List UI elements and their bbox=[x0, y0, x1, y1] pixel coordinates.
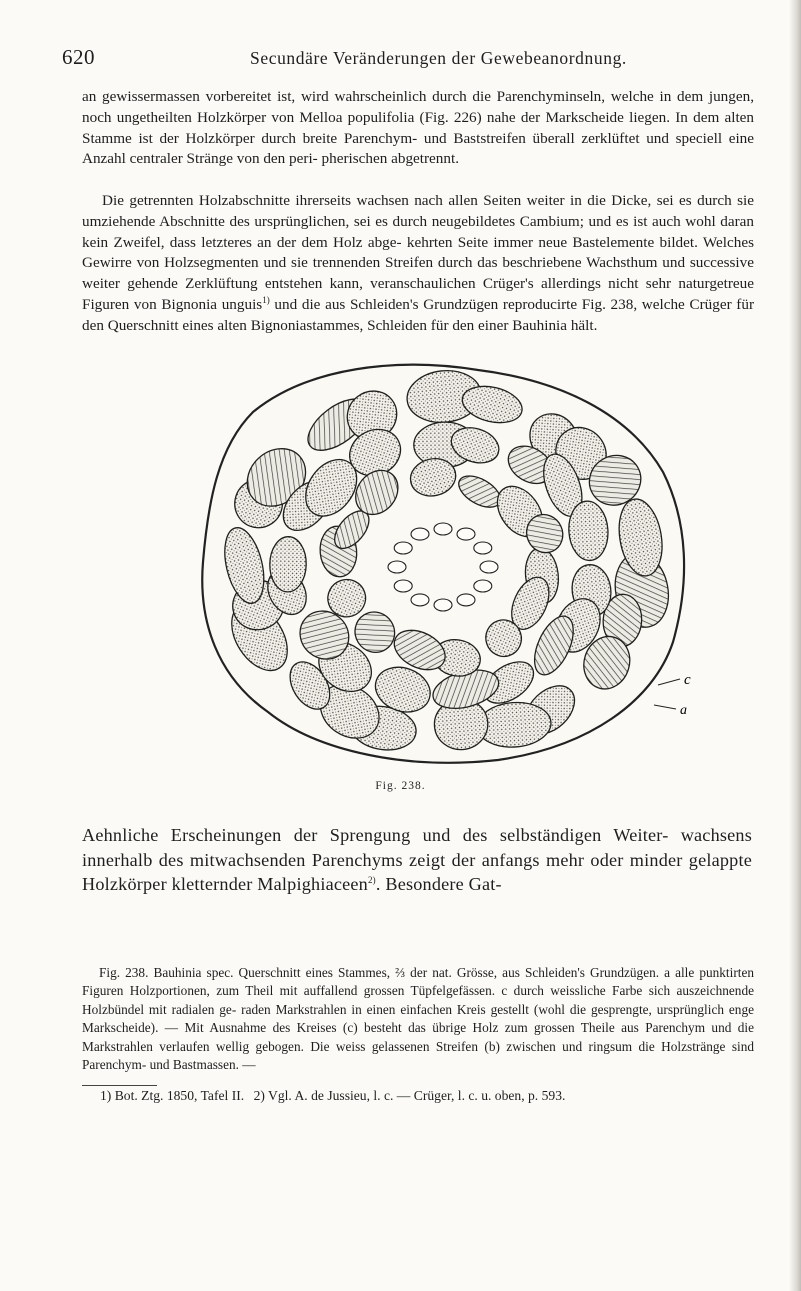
paragraph-1: an gewissermassen vorbereitet ist, wird wahrscheinlich durch die Parenchyminseln, welche in dem jungen, noch ungetheilten Holzkörper von Melloa populifolia (Fig. 226) nahe der Markscheide liegen. In dem alten Stamme ist der Holzkörper durch breite Parenchym- und Baststreifen überall zerklüftet und speciell eine Anzahl centraler Stränge von den peri- pherischen abgetrennt. bbox=[82, 88, 754, 168]
page-number: 620 bbox=[62, 45, 95, 69]
figure-label-a: a bbox=[680, 703, 687, 718]
page-header bbox=[62, 45, 757, 75]
label-c-leader bbox=[658, 679, 680, 685]
paragraph-3 bbox=[82, 823, 752, 897]
central-bundle bbox=[434, 523, 452, 535]
footnote-ref-2: 2) bbox=[367, 874, 376, 885]
central-bundle bbox=[394, 542, 412, 554]
paragraph-2 bbox=[82, 191, 754, 337]
footnote-1: 1) Bot. Ztg. 1850, Tafel II. bbox=[100, 1088, 245, 1103]
footnotes bbox=[100, 1087, 780, 1105]
central-bundle bbox=[434, 599, 452, 611]
central-bundle bbox=[457, 594, 475, 606]
footnote-2: 2) Vgl. A. de Jussieu, l. c. — Crüger, l. c. u. oben, p. 593. bbox=[253, 1088, 566, 1103]
central-bundle bbox=[388, 561, 406, 573]
wood-portion bbox=[269, 536, 306, 592]
footnote-divider bbox=[82, 1085, 157, 1086]
paragraph-3-text-b: . Besondere Gat- bbox=[375, 874, 502, 894]
page-edge bbox=[789, 0, 801, 1291]
central-bundle bbox=[411, 594, 429, 606]
running-title: Secundäre Veränderungen der Gewebeanordnung. bbox=[250, 48, 627, 68]
central-bundle bbox=[480, 561, 498, 573]
central-bundle bbox=[474, 542, 492, 554]
stem-cross-section-figure bbox=[158, 352, 698, 767]
paragraph-3-text-a: Aehnliche Erscheinungen der Sprengung und des selbständigen Weiter- wachsens innerhalb des mitwachsenden Parenchyms zeigt der anfangs mehr oder minder gelappte Holzkörper kletternder Malpighiaceen bbox=[82, 825, 752, 894]
figure-label-c: c bbox=[684, 672, 691, 688]
footnote-ref-1: 1) bbox=[262, 294, 270, 305]
central-bundle bbox=[394, 580, 412, 592]
paragraph-2-text-a: Die getrennten Holzabschnitte ihrerseits wachsen nach allen Seiten weiter in die Dicke, sei es durch sie umziehende Abschnitte des ursprünglichen, sei es durch neugebildetes Cambium; und es ist auch wohl daran kein Zweifel, dass letzteres an der dem Holz abge- kehrten Seite immer neue Bastelemente bildet. Welches Gewirre von Holzsegmenten und sie trennenden Streifen durch das beschriebene Wachsthum und successive weiter gehende Zerklüftung entstehen kann, veranschaulichen Crüger's allerdings nicht sehr naturgetreue Figuren von Bignonia unguis bbox=[82, 192, 754, 313]
figure-number-label: Fig. 238. bbox=[375, 780, 426, 792]
central-bundle bbox=[457, 528, 475, 540]
cross-section-illustration bbox=[158, 352, 698, 767]
central-bundle bbox=[474, 580, 492, 592]
figure-caption: Fig. 238. Bauhinia spec. Querschnitt eines Stammes, ⅔ der nat. Grösse, aus Schleiden's Grundzügen. a alle punktirten Figuren Holzportionen, zum Theil mit auffallend grossen Tüpfelgefässen. c durch weissliche Farbe sich auszeichnende Holzbündel mit radialen ge- raden Markstrahlen in einen einfachen Kreis gestellt (wohl die gesprengte, ursprünglich enge Markscheide). — Mit Ausnahme des Kreises (c) besteht das übrige Holz zum grossen Theile aus Parenchym und die Markstrahlen verlaufen wellig gebogen. Die weiss gelassenen Streifen (b) zwischen und ringsum die Holzstränge sind Parenchym- und Bastmassen. — bbox=[82, 965, 754, 1073]
label-a-leader bbox=[654, 705, 676, 709]
central-bundle bbox=[411, 528, 429, 540]
paragraph-2-text-b: und die aus Schleiden's Grundzügen reproducirte Fig. 238, welche Crüger für den Querschnitt eines alten Bignoniastammes, Schleiden für den einer Bauhinia hält. bbox=[82, 295, 755, 334]
